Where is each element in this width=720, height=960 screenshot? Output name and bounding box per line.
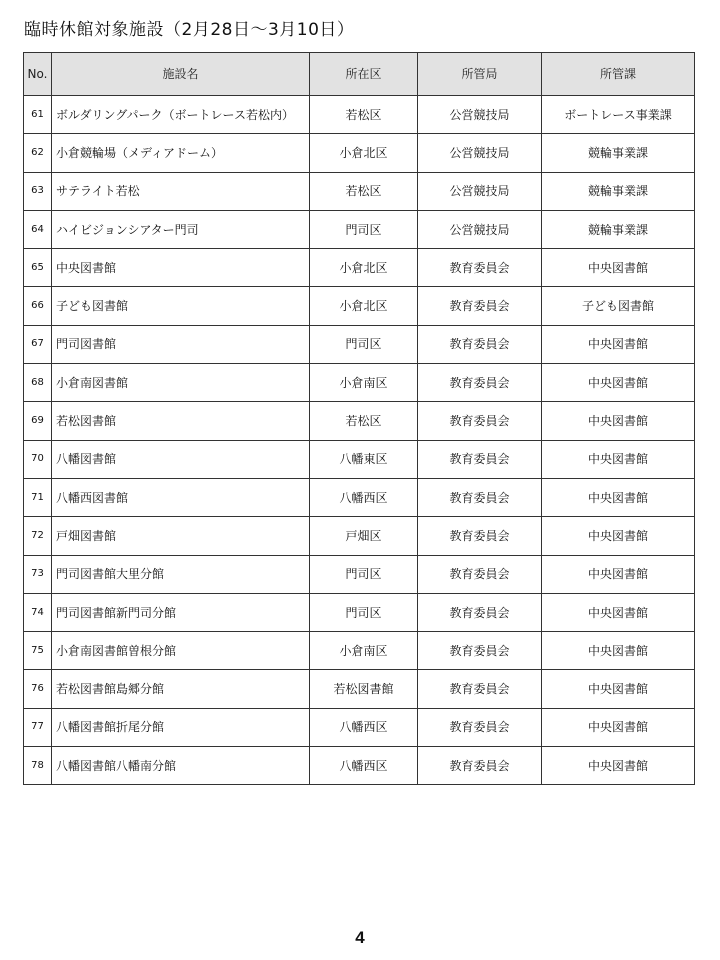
- cell-ward: 門司区: [310, 210, 418, 248]
- table-row: [24, 555, 695, 593]
- cell-section: 中央図書館: [542, 708, 695, 746]
- cell-ward: 八幡東区: [310, 440, 418, 478]
- cell-no: 74: [24, 593, 52, 631]
- cell-facility-name: 八幡図書館折尾分館: [52, 708, 310, 746]
- cell-section: 中央図書館: [542, 478, 695, 516]
- table-body: [24, 96, 695, 785]
- table-row: [24, 287, 695, 325]
- table-row: [24, 517, 695, 555]
- header-ward: 所在区: [310, 53, 418, 96]
- cell-no: 63: [24, 172, 52, 210]
- cell-bureau: 教育委員会: [418, 249, 542, 287]
- table-row: [24, 632, 695, 670]
- cell-ward: 若松区: [310, 402, 418, 440]
- cell-bureau: 教育委員会: [418, 708, 542, 746]
- table-row: [24, 747, 695, 785]
- cell-section: 中央図書館: [542, 440, 695, 478]
- cell-facility-name: ハイビジョンシアター門司: [52, 210, 310, 248]
- cell-section: 中央図書館: [542, 747, 695, 785]
- cell-no: 68: [24, 364, 52, 402]
- cell-facility-name: サテライト若松: [52, 172, 310, 210]
- cell-section: 中央図書館: [542, 249, 695, 287]
- cell-facility-name: 子ども図書館: [52, 287, 310, 325]
- cell-ward: 八幡西区: [310, 478, 418, 516]
- cell-ward: 若松図書館: [310, 670, 418, 708]
- cell-no: 76: [24, 670, 52, 708]
- table-row: [24, 364, 695, 402]
- cell-ward: 門司区: [310, 593, 418, 631]
- table-row: [24, 670, 695, 708]
- header-no: No.: [24, 53, 52, 96]
- cell-bureau: 教育委員会: [418, 325, 542, 363]
- cell-ward: 小倉南区: [310, 364, 418, 402]
- cell-bureau: 教育委員会: [418, 670, 542, 708]
- cell-ward: 小倉南区: [310, 632, 418, 670]
- cell-facility-name: ボルダリングパーク（ボートレース若松内）: [52, 96, 310, 134]
- cell-no: 65: [24, 249, 52, 287]
- cell-bureau: 教育委員会: [418, 402, 542, 440]
- cell-ward: 小倉北区: [310, 287, 418, 325]
- table-row: [24, 249, 695, 287]
- table-row: [24, 593, 695, 631]
- cell-ward: 八幡西区: [310, 708, 418, 746]
- cell-no: 73: [24, 555, 52, 593]
- cell-ward: 小倉北区: [310, 249, 418, 287]
- cell-no: 77: [24, 708, 52, 746]
- cell-no: 78: [24, 747, 52, 785]
- cell-no: 71: [24, 478, 52, 516]
- table-row: [24, 440, 695, 478]
- cell-facility-name: 門司図書館大里分館: [52, 555, 310, 593]
- cell-section: 競輪事業課: [542, 172, 695, 210]
- cell-ward: 門司区: [310, 325, 418, 363]
- cell-facility-name: 八幡西図書館: [52, 478, 310, 516]
- cell-bureau: 公営競技局: [418, 96, 542, 134]
- cell-section: ボートレース事業課: [542, 96, 695, 134]
- cell-ward: 門司区: [310, 555, 418, 593]
- cell-no: 66: [24, 287, 52, 325]
- table-row: [24, 134, 695, 172]
- cell-facility-name: 八幡図書館: [52, 440, 310, 478]
- cell-bureau: 公営競技局: [418, 172, 542, 210]
- table-row: [24, 402, 695, 440]
- facility-table: [23, 52, 695, 785]
- cell-facility-name: 小倉競輪場（メディアドーム）: [52, 134, 310, 172]
- header-bureau: 所管局: [418, 53, 542, 96]
- cell-bureau: 教育委員会: [418, 632, 542, 670]
- cell-bureau: 教育委員会: [418, 555, 542, 593]
- cell-bureau: 教育委員会: [418, 287, 542, 325]
- cell-bureau: 教育委員会: [418, 593, 542, 631]
- cell-no: 70: [24, 440, 52, 478]
- table-row: [24, 210, 695, 248]
- cell-no: 72: [24, 517, 52, 555]
- cell-facility-name: 若松図書館島郷分館: [52, 670, 310, 708]
- cell-facility-name: 中央図書館: [52, 249, 310, 287]
- cell-bureau: 教育委員会: [418, 364, 542, 402]
- cell-no: 61: [24, 96, 52, 134]
- cell-bureau: 教育委員会: [418, 747, 542, 785]
- header-row: [24, 53, 695, 96]
- cell-facility-name: 門司図書館: [52, 325, 310, 363]
- table-row: [24, 325, 695, 363]
- cell-facility-name: 戸畑図書館: [52, 517, 310, 555]
- table-row: [24, 478, 695, 516]
- table-row: [24, 96, 695, 134]
- cell-section: 中央図書館: [542, 670, 695, 708]
- cell-facility-name: 小倉南図書館曽根分館: [52, 632, 310, 670]
- cell-section: 中央図書館: [542, 364, 695, 402]
- cell-section: 中央図書館: [542, 555, 695, 593]
- cell-facility-name: 八幡図書館八幡南分館: [52, 747, 310, 785]
- cell-no: 67: [24, 325, 52, 363]
- page-number: 4: [355, 928, 365, 947]
- cell-facility-name: 小倉南図書館: [52, 364, 310, 402]
- cell-bureau: 教育委員会: [418, 440, 542, 478]
- table-row: [24, 708, 695, 746]
- header-facility-name: 施設名: [52, 53, 310, 96]
- cell-section: 競輪事業課: [542, 134, 695, 172]
- cell-section: 中央図書館: [542, 402, 695, 440]
- cell-ward: 小倉北区: [310, 134, 418, 172]
- table-row: [24, 172, 695, 210]
- cell-facility-name: 門司図書館新門司分館: [52, 593, 310, 631]
- cell-no: 64: [24, 210, 52, 248]
- cell-section: 中央図書館: [542, 593, 695, 631]
- cell-bureau: 公営競技局: [418, 134, 542, 172]
- cell-section: 競輪事業課: [542, 210, 695, 248]
- cell-no: 69: [24, 402, 52, 440]
- cell-bureau: 教育委員会: [418, 517, 542, 555]
- page-title: 臨時休館対象施設（2月28日～3月10日）: [24, 20, 355, 40]
- header-section: 所管課: [542, 53, 695, 96]
- cell-ward: 戸畑区: [310, 517, 418, 555]
- cell-section: 中央図書館: [542, 517, 695, 555]
- cell-section: 中央図書館: [542, 632, 695, 670]
- cell-ward: 若松区: [310, 172, 418, 210]
- cell-ward: 若松区: [310, 96, 418, 134]
- cell-ward: 八幡西区: [310, 747, 418, 785]
- cell-no: 75: [24, 632, 52, 670]
- cell-bureau: 公営競技局: [418, 210, 542, 248]
- cell-no: 62: [24, 134, 52, 172]
- cell-bureau: 教育委員会: [418, 478, 542, 516]
- cell-section: 子ども図書館: [542, 287, 695, 325]
- cell-facility-name: 若松図書館: [52, 402, 310, 440]
- cell-section: 中央図書館: [542, 325, 695, 363]
- table-header: [24, 53, 695, 96]
